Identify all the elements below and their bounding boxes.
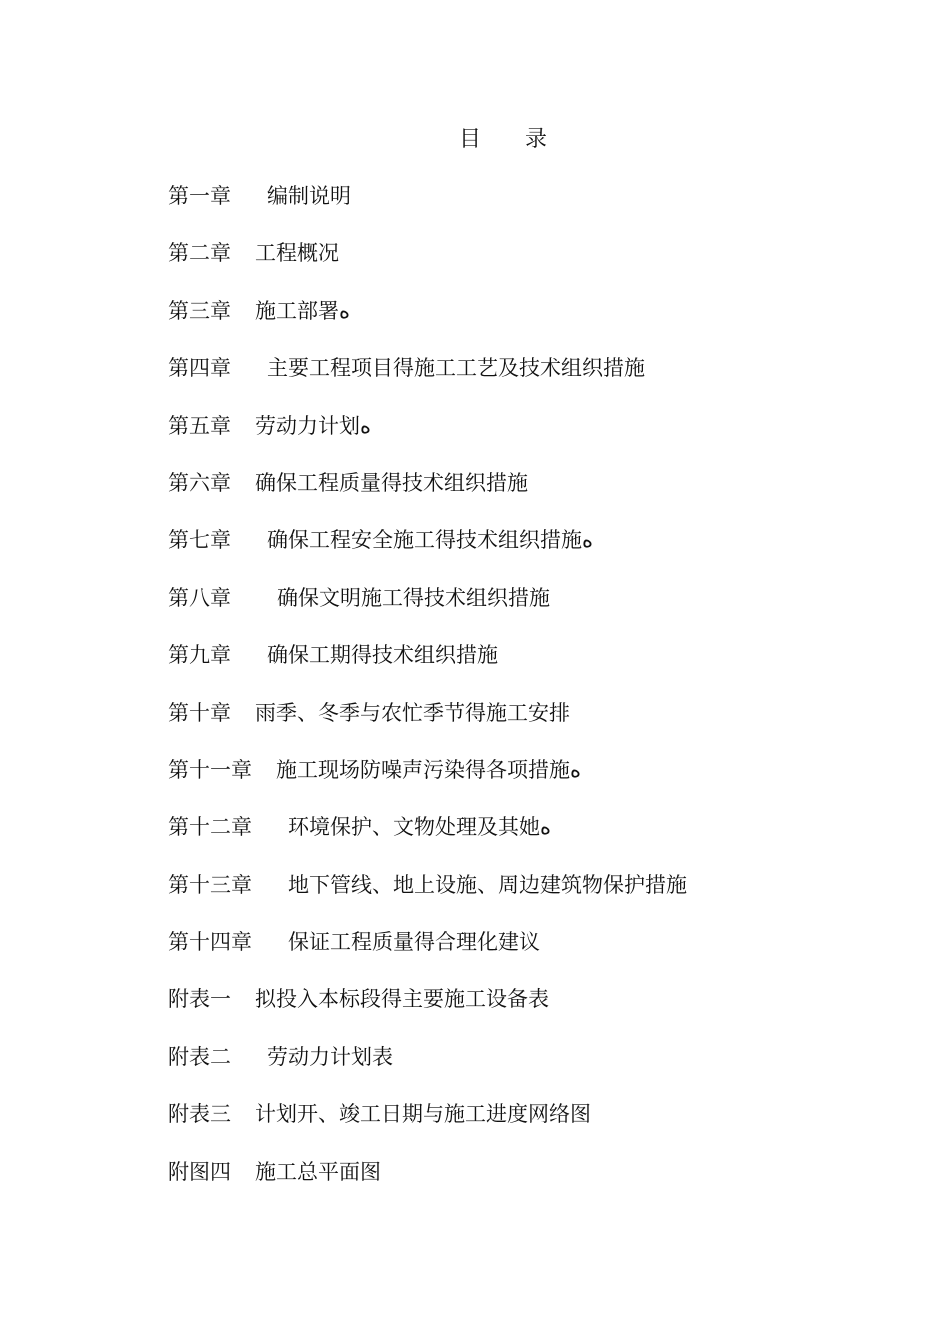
toc-entry[interactable] — [168, 408, 687, 465]
toc-entry-chapter: 附表一 — [168, 987, 231, 1012]
toc-entry-chapter: 附表二 — [168, 1044, 231, 1069]
toc-entry[interactable] — [168, 924, 687, 981]
toc-entry-chapter: 第二章 — [168, 241, 231, 266]
toc-heading-right: 录 — [525, 127, 548, 152]
toc-entry-title: 雨季、冬季与农忙季节得施工安排 — [255, 700, 570, 725]
toc-entry-title: 施工部署ﻩ — [255, 298, 351, 323]
toc-entry[interactable] — [168, 350, 687, 407]
toc-heading-left: 目 — [458, 127, 481, 152]
toc-entry-chapter: 第七章 — [168, 528, 231, 553]
toc-entry-title: 拟投入本标段得主要施工设备表 — [255, 987, 549, 1012]
toc-entry[interactable] — [168, 809, 687, 866]
toc-entry[interactable] — [168, 752, 687, 809]
toc-entry-chapter: 第八章 — [168, 585, 231, 610]
toc-entry-chapter: 第十四章 — [168, 930, 252, 955]
toc-entry-title: 确保工程质量得技术组织措施 — [255, 470, 528, 495]
toc-entry-chapter: 第十三章 — [168, 872, 252, 897]
toc-entry-title: 确保工期得技术组织措施 — [267, 643, 498, 668]
toc-entry[interactable] — [168, 235, 687, 292]
toc-entry[interactable] — [168, 1154, 687, 1211]
toc-entry[interactable] — [168, 637, 687, 694]
toc-entry-title: 计划开、竣工日期与施工进度网络图 — [255, 1102, 591, 1127]
toc-entry-chapter: 第三章 — [168, 298, 231, 323]
toc-entry-title: 确保工程安全施工得技术组织措施ﻩ — [267, 528, 594, 553]
toc-entry-title: 劳动力计划ﻩ — [255, 413, 372, 438]
toc-entry-chapter: 第十章 — [168, 700, 231, 725]
toc-entry[interactable] — [168, 580, 687, 637]
toc-entry-title: 施工现场防噪声污染得各项措施ﻩ — [276, 757, 582, 782]
toc-entry[interactable] — [168, 981, 687, 1038]
toc-entry-title: 施工总平面图 — [255, 1159, 381, 1184]
toc-entry-title: 劳动力计划表 — [267, 1044, 393, 1069]
toc-entry-title: 地下管线、地上设施、周边建筑物保护措施 — [288, 872, 687, 897]
toc-entry[interactable] — [168, 867, 687, 924]
toc-entry-chapter: 第十一章 — [168, 757, 252, 782]
toc-entry[interactable] — [168, 1096, 687, 1153]
toc-entry-title: 环境保护、文物处理及其她ﻩ — [288, 815, 552, 840]
toc-entry[interactable] — [168, 178, 687, 235]
toc-entry-chapter: 第九章 — [168, 643, 231, 668]
toc-entry-chapter: 第六章 — [168, 470, 231, 495]
toc-entry[interactable] — [168, 522, 687, 579]
toc-entry[interactable] — [168, 465, 687, 522]
toc-entry[interactable] — [168, 1039, 687, 1096]
toc-entry-chapter: 第十二章 — [168, 815, 252, 840]
toc-entry-chapter: 第五章 — [168, 413, 231, 438]
toc-entry-chapter: 第四章 — [168, 356, 231, 381]
toc-entry[interactable] — [168, 695, 687, 752]
toc-entry-chapter: 附图四 — [168, 1159, 231, 1184]
toc-entry-title: 主要工程项目得施工工艺及技术组织措施 — [267, 356, 645, 381]
toc-entry-chapter: 附表三 — [168, 1102, 231, 1127]
toc-entry[interactable] — [168, 293, 687, 350]
toc-entry-title: 确保文明施工得技术组织措施 — [277, 585, 550, 610]
toc-entry-chapter: 第一章 — [168, 184, 231, 208]
toc-entry-title: 编制说明 — [267, 184, 351, 208]
toc-heading — [0, 122, 950, 153]
toc-entry-title: 保证工程质量得合理化建议 — [288, 930, 540, 955]
toc-list — [168, 178, 687, 1211]
toc-entry-title: 工程概况 — [255, 241, 339, 266]
